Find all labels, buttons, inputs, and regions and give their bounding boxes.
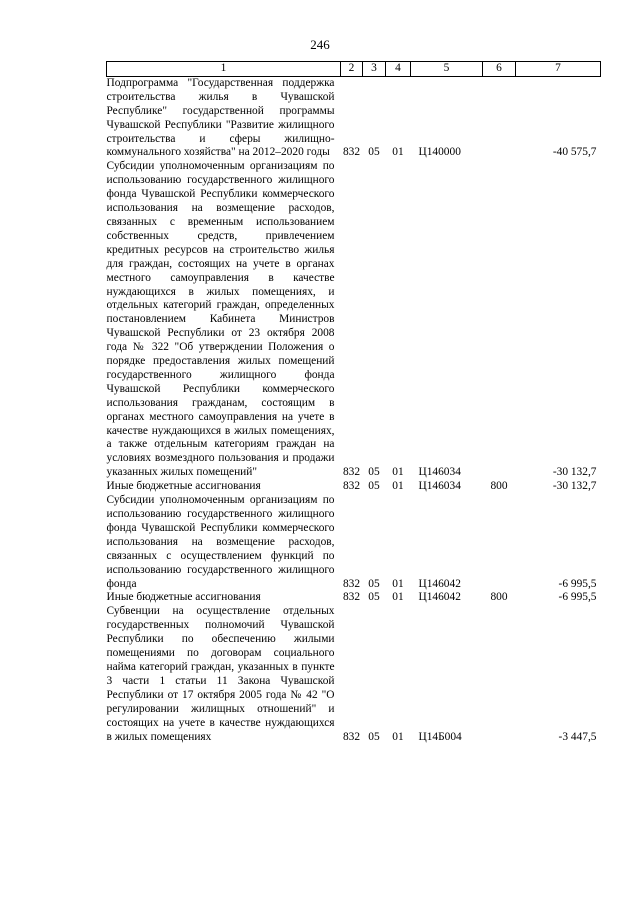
row-rz: 05 xyxy=(368,730,380,743)
column-header: 6 xyxy=(483,62,516,77)
row-gr: 832 xyxy=(342,466,361,479)
column-header: 1 xyxy=(107,62,341,77)
budget-table xyxy=(106,61,601,744)
row-gr: 832 xyxy=(342,577,361,590)
row-name: Иные бюджетные ассигнования xyxy=(106,591,261,604)
row-rz: 05 xyxy=(368,480,380,493)
row-gr: 832 xyxy=(342,730,361,743)
row-sum: -3 447,5 xyxy=(558,730,597,743)
column-header: 4 xyxy=(386,62,411,77)
row-pr: 01 xyxy=(392,466,404,479)
column-header-row xyxy=(107,62,601,77)
row-gr: 832 xyxy=(342,591,361,604)
row-vr: 800 xyxy=(490,591,508,604)
row-vr xyxy=(483,76,516,160)
row-cs: Ц14Б004 xyxy=(418,730,462,743)
row-vr: 800 xyxy=(490,480,508,493)
row-vr xyxy=(483,494,516,591)
row-cs: Ц146034 xyxy=(418,480,461,493)
row-vr xyxy=(483,160,516,480)
row-rz: 05 xyxy=(368,146,380,159)
row-cs: Ц146034 xyxy=(418,466,461,479)
table-row xyxy=(107,494,601,591)
row-sum: -6 995,5 xyxy=(558,591,597,604)
row-cs: Ц146042 xyxy=(418,577,461,590)
row-pr: 01 xyxy=(392,577,404,590)
table-row xyxy=(107,605,601,744)
column-header: 7 xyxy=(516,62,601,77)
row-name: Иные бюджетные ассигнования xyxy=(106,480,261,493)
table-row xyxy=(107,76,601,160)
row-pr: 01 xyxy=(392,591,404,604)
column-header: 2 xyxy=(341,62,363,77)
row-name: Субсидии уполномоченным организациям по использованию государственного жилищного фонда Чувашской Республики коммерческого использования на возмещение расходов, связанных с временным использованием собственных средств, привлечением кредитных ресурсов на строительство жилья для граждан, состоящих на учете в органах местного самоуправления в качестве нуждающихся в жилых помещениях, и отдельных категорий граждан, определенных постановлением Кабинета Министров Чувашской Республики от 23 октября 2008 года № 322 "Об утверждении Положения о порядке предоставления жилых помещений государственного жилищного фонда Чувашской Республики коммерческого использования гражданам, состоящим в органах местного самоуправления на учете в качестве нуждающихся в жилых помещениях, а также отдельным категориям граждан на условиях возмездного пользования и продажи указанных жилых помещений" xyxy=(106,160,335,479)
row-sum: -40 575,7 xyxy=(552,146,597,159)
row-name: Субвенции на осуществление отдельных государственных полномочий Чувашской Республики по обеспечению жилыми помещениями по договорам социального найма категорий граждан, указанных в пункте 3 части 1 статьи 11 Закона Чувашской Республики от 17 октября 2005 года № 42 "О регулировании жилищных отношений" и состоящих на учете в качестве нуждающихся в жилых помещениях xyxy=(106,605,335,743)
row-cs: Ц146042 xyxy=(418,591,461,604)
column-header: 3 xyxy=(363,62,386,77)
row-name: Субсидии уполномоченным организациям по использованию государственного жилищного фонда Чувашской Республики коммерческого использования на возмещение расходов, связанных с осуществлением функций по использованию государственного жилищного фонда xyxy=(106,494,335,590)
row-cs: Ц140000 xyxy=(418,146,461,159)
row-rz: 05 xyxy=(368,591,380,604)
row-pr: 01 xyxy=(392,480,404,493)
row-rz: 05 xyxy=(368,577,380,590)
table-row xyxy=(107,591,601,605)
table-row xyxy=(107,480,601,494)
column-header: 5 xyxy=(411,62,483,77)
row-sum: -6 995,5 xyxy=(558,577,597,590)
row-pr: 01 xyxy=(392,146,404,159)
table-row xyxy=(107,160,601,480)
row-rz: 05 xyxy=(368,466,380,479)
row-gr: 832 xyxy=(342,146,361,159)
row-sum: -30 132,7 xyxy=(552,480,597,493)
row-vr xyxy=(483,605,516,744)
row-pr: 01 xyxy=(392,730,404,743)
row-gr: 832 xyxy=(342,480,361,493)
row-name: Подпрограмма "Государственная поддержка строительства жилья в Чувашской Республике" государственной программы Чувашской Республики "Развитие жилищного строительства и сферы жилищно-коммунального хозяйства" на 2012–2020 годы xyxy=(106,76,335,159)
row-sum: -30 132,7 xyxy=(552,466,597,479)
page-number: 246 xyxy=(310,37,330,52)
